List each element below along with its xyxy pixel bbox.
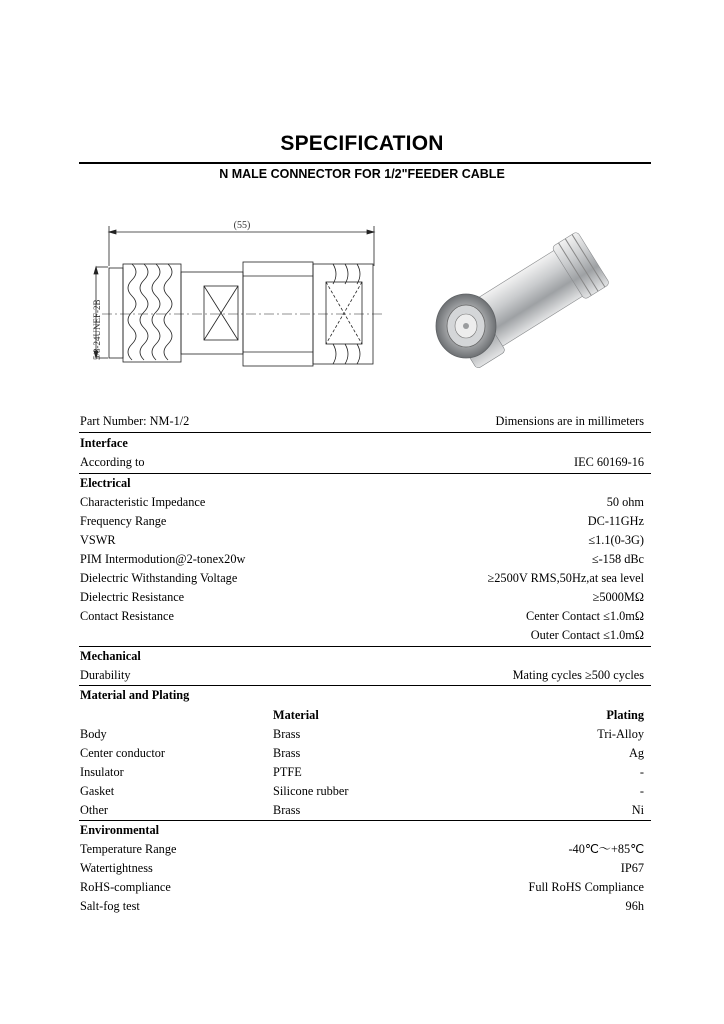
spec-row — [80, 569, 644, 588]
spec-row — [80, 878, 644, 897]
spec-value: IEC 60169-16 — [573, 455, 644, 469]
part-number: Part Number: NM-1/2 — [80, 414, 190, 428]
spec-value: 96h — [625, 899, 644, 913]
spec-row — [80, 840, 644, 859]
spec-value: ≤1.1(0-3G) — [588, 533, 644, 547]
spec-label: Dielectric Resistance — [80, 590, 185, 604]
spec-label: Dielectric Withstanding Voltage — [80, 571, 238, 585]
spec-label: VSWR — [80, 533, 116, 547]
spec-value: Center Contact ≤1.0mΩ — [526, 609, 644, 623]
plating-value: Ni — [631, 803, 644, 817]
connector-technical-drawing — [86, 212, 386, 390]
spec-label: PIM Intermodution@2-tonex20w — [80, 552, 246, 566]
section-title: Electrical — [80, 476, 131, 490]
spec-row — [80, 531, 644, 550]
spec-row — [80, 588, 644, 607]
page-title: SPECIFICATION — [280, 132, 444, 155]
material-value: Brass — [273, 746, 301, 760]
material-row — [80, 801, 644, 820]
spec-row — [80, 550, 644, 569]
spec-label: Frequency Range — [80, 514, 167, 528]
spec-value: -40℃～+85℃ — [568, 842, 644, 856]
section-heading-material — [80, 686, 644, 705]
connector-product-photo — [428, 226, 620, 376]
part-number-row — [80, 412, 644, 431]
spec-row — [80, 666, 644, 685]
spec-label: Durability — [80, 668, 131, 682]
column-header-material: Material — [273, 708, 319, 722]
material-value: PTFE — [273, 765, 302, 779]
spec-row — [80, 626, 644, 645]
part-label: Gasket — [80, 784, 115, 798]
spec-value: Mating cycles ≥500 cycles — [512, 668, 644, 682]
spec-value: ≥2500V RMS,50Hz,at sea level — [487, 571, 644, 585]
part-label: Center conductor — [80, 746, 166, 760]
spec-label: Temperature Range — [80, 842, 177, 856]
spec-row — [80, 859, 644, 878]
section-title: Mechanical — [80, 649, 141, 663]
plating-value: Ag — [628, 746, 644, 760]
section-title: Material and Plating — [80, 688, 190, 702]
dimensions-note: Dimensions are in millimeters — [495, 414, 644, 428]
spec-label: Characteristic Impedance — [80, 495, 206, 509]
title-divider — [79, 162, 651, 164]
spec-value: ≤-158 dBc — [591, 552, 644, 566]
spec-label: According to — [80, 455, 145, 469]
spec-row — [80, 493, 644, 512]
material-value: Silicone rubber — [273, 784, 349, 798]
part-label: Insulator — [80, 765, 124, 779]
spec-value: DC-11GHz — [587, 514, 644, 528]
material-row — [80, 782, 644, 801]
spec-label: Watertightness — [80, 861, 153, 875]
thread-label: 5/8-24UNEF-2B — [92, 299, 102, 360]
spec-value: Full RoHS Compliance — [528, 880, 644, 894]
part-label: Body — [80, 727, 107, 741]
material-value: Brass — [273, 803, 301, 817]
spec-label: RoHS-compliance — [80, 880, 171, 894]
material-value: Brass — [273, 727, 301, 741]
divider — [79, 432, 651, 433]
material-row — [80, 763, 644, 782]
material-row — [80, 744, 644, 763]
spec-value: Outer Contact ≤1.0mΩ — [530, 628, 644, 642]
spec-value: IP67 — [620, 861, 644, 875]
column-header-plating: Plating — [606, 708, 644, 722]
section-heading-mechanical — [80, 647, 644, 666]
spec-row — [80, 897, 644, 916]
section-title: Environmental — [80, 823, 160, 837]
material-table-header — [80, 706, 644, 725]
spec-row — [80, 512, 644, 531]
plating-value: - — [639, 765, 644, 779]
spec-row — [80, 453, 644, 472]
dimension-label: (55) — [233, 220, 251, 231]
part-label: Other — [80, 803, 108, 817]
section-heading-interface — [80, 434, 644, 453]
spec-row — [80, 607, 644, 626]
spec-label: Contact Resistance — [80, 609, 174, 623]
spec-value: 50 ohm — [606, 495, 644, 509]
section-heading-electrical — [80, 474, 644, 493]
spec-label: Salt-fog test — [80, 899, 140, 913]
section-title: Interface — [80, 436, 128, 450]
plating-value: - — [639, 784, 644, 798]
section-heading-environmental — [80, 821, 644, 840]
page-subtitle: N MALE CONNECTOR FOR 1/2"FEEDER CABLE — [219, 167, 505, 181]
spec-value: ≥5000MΩ — [592, 590, 644, 604]
material-row — [80, 725, 644, 744]
plating-value: Tri-Alloy — [597, 727, 644, 741]
